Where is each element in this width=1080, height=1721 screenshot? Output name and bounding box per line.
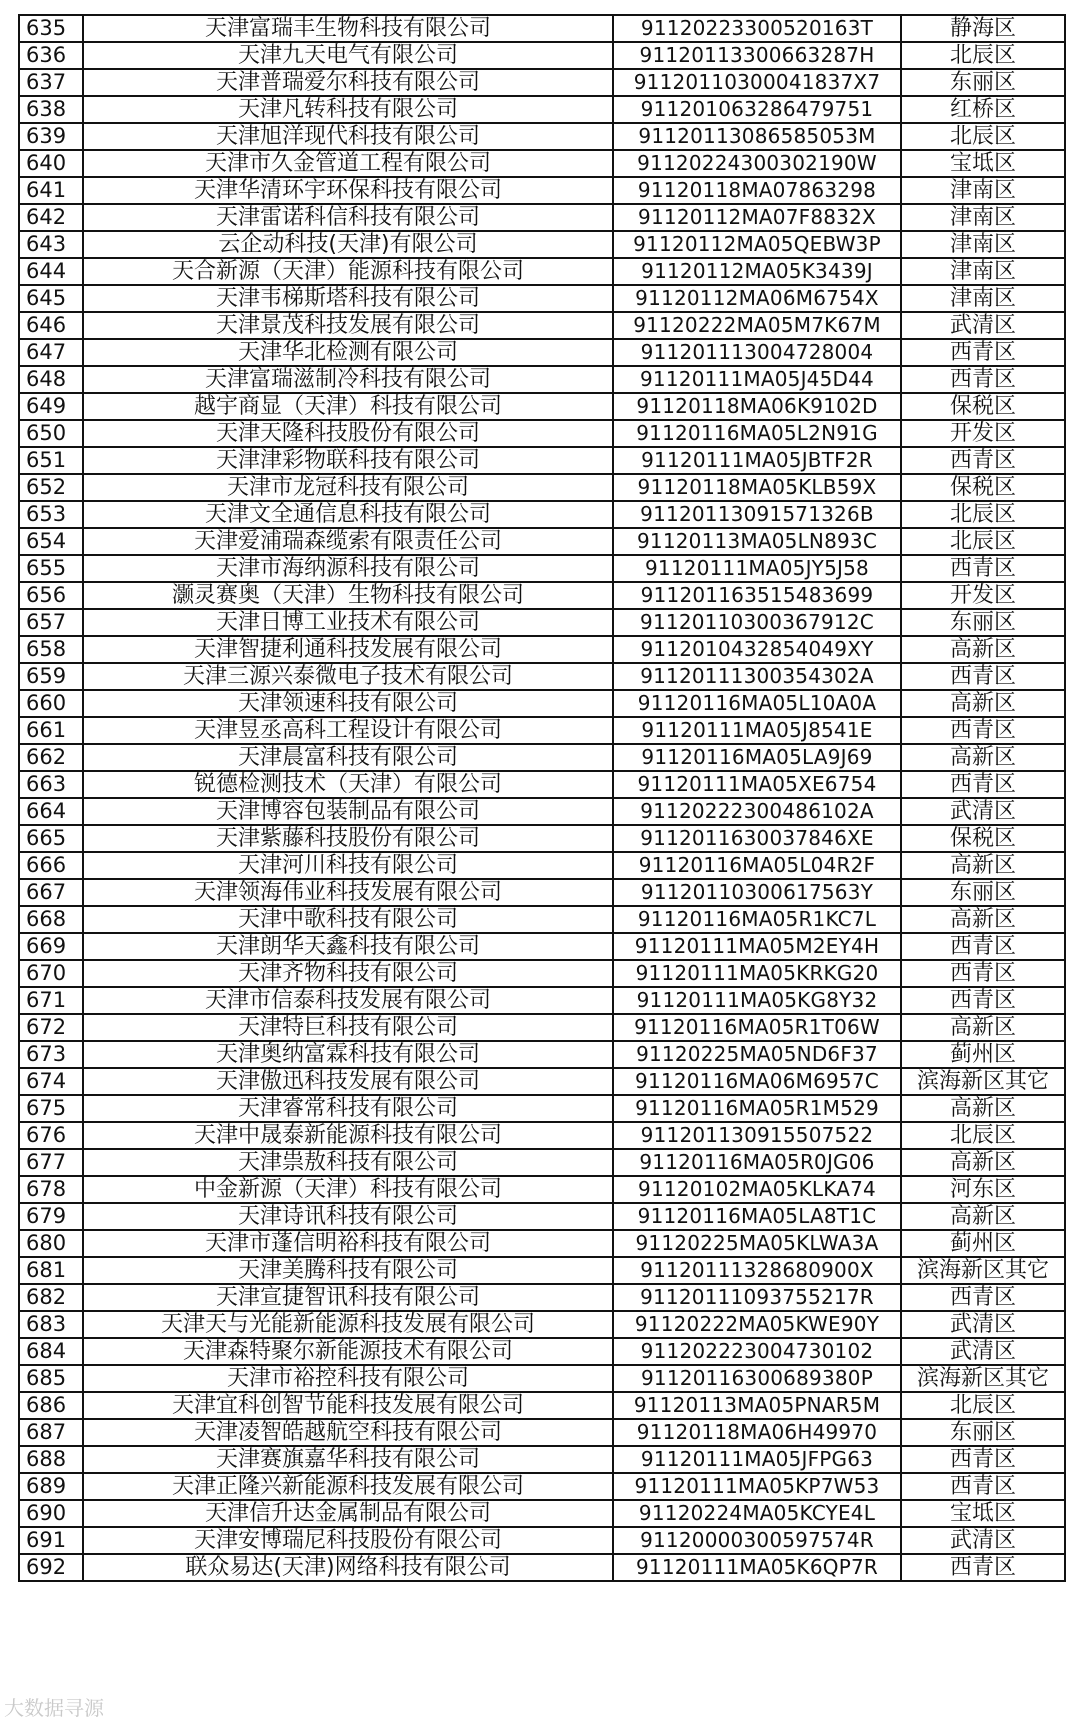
table-row xyxy=(19,609,1065,636)
row-number-cell: 637 xyxy=(19,69,83,96)
row-number-cell: 652 xyxy=(19,474,83,501)
company-name-cell: 天津市龙冠科技有限公司 xyxy=(83,474,613,501)
district-cell: 武清区 xyxy=(901,1311,1065,1338)
company-name-cell: 天津华北检测有限公司 xyxy=(83,339,613,366)
table-row xyxy=(19,528,1065,555)
credit-code-cell: 91120116MA05R1T06W xyxy=(613,1014,901,1041)
credit-code-cell: 91120113300663287H xyxy=(613,42,901,69)
district-cell: 津南区 xyxy=(901,177,1065,204)
company-name-cell: 天津市蓬信明裕科技有限公司 xyxy=(83,1230,613,1257)
credit-code-cell: 91120113MA05PNAR5M xyxy=(613,1392,901,1419)
row-number-cell: 669 xyxy=(19,933,83,960)
table-row xyxy=(19,1473,1065,1500)
company-name-cell: 联众易达(天津)网络科技有限公司 xyxy=(83,1554,613,1581)
row-number-cell: 650 xyxy=(19,420,83,447)
table-row xyxy=(19,1095,1065,1122)
credit-code-cell: 91120102MA05KLKA74 xyxy=(613,1176,901,1203)
district-cell: 西青区 xyxy=(901,663,1065,690)
district-cell: 西青区 xyxy=(901,555,1065,582)
row-number-cell: 655 xyxy=(19,555,83,582)
table-row xyxy=(19,177,1065,204)
company-name-cell: 天津森特聚尔新能源技术有限公司 xyxy=(83,1338,613,1365)
table-row xyxy=(19,987,1065,1014)
credit-code-cell: 91120111MA05KG8Y32 xyxy=(613,987,901,1014)
district-cell: 开发区 xyxy=(901,582,1065,609)
row-number-cell: 653 xyxy=(19,501,83,528)
row-number-cell: 657 xyxy=(19,609,83,636)
watermark: 大数据寻源 xyxy=(4,1696,104,1720)
row-number-cell: 661 xyxy=(19,717,83,744)
credit-code-cell: 91120116MA05LA8T1C xyxy=(613,1203,901,1230)
row-number-cell: 664 xyxy=(19,798,83,825)
row-number-cell: 686 xyxy=(19,1392,83,1419)
company-name-cell: 天津宜科创智节能科技发展有限公司 xyxy=(83,1392,613,1419)
credit-code-cell: 91120222MA05M7K67M xyxy=(613,312,901,339)
row-number-cell: 670 xyxy=(19,960,83,987)
table-row xyxy=(19,69,1065,96)
district-cell: 东丽区 xyxy=(901,1419,1065,1446)
district-cell: 高新区 xyxy=(901,852,1065,879)
table-row xyxy=(19,366,1065,393)
table-row xyxy=(19,258,1065,285)
table-row xyxy=(19,1365,1065,1392)
row-number-cell: 675 xyxy=(19,1095,83,1122)
company-list-sheet xyxy=(18,14,1064,1582)
credit-code-cell: 911201130915507522 xyxy=(613,1122,901,1149)
row-number-cell: 667 xyxy=(19,879,83,906)
district-cell: 北辰区 xyxy=(901,501,1065,528)
table-row xyxy=(19,42,1065,69)
district-cell: 北辰区 xyxy=(901,1392,1065,1419)
district-cell: 北辰区 xyxy=(901,1122,1065,1149)
company-name-cell: 天津诗讯科技有限公司 xyxy=(83,1203,613,1230)
table-row xyxy=(19,501,1065,528)
row-number-cell: 651 xyxy=(19,447,83,474)
credit-code-cell: 91120111MA05JBTF2R xyxy=(613,447,901,474)
company-name-cell: 天津赛旗嘉华科技有限公司 xyxy=(83,1446,613,1473)
district-cell: 保税区 xyxy=(901,474,1065,501)
row-number-cell: 666 xyxy=(19,852,83,879)
table-row xyxy=(19,690,1065,717)
table-row xyxy=(19,420,1065,447)
company-name-cell: 天津普瑞爱尔科技有限公司 xyxy=(83,69,613,96)
credit-code-cell: 91120116MA05L04R2F xyxy=(613,852,901,879)
company-name-cell: 天津晨富科技有限公司 xyxy=(83,744,613,771)
table-row xyxy=(19,15,1065,42)
company-name-cell: 天津天与光能新能源科技发展有限公司 xyxy=(83,1311,613,1338)
company-name-cell: 天合新源（天津）能源科技有限公司 xyxy=(83,258,613,285)
company-name-cell: 天津领速科技有限公司 xyxy=(83,690,613,717)
credit-code-cell: 91120113091571326B xyxy=(613,501,901,528)
row-number-cell: 684 xyxy=(19,1338,83,1365)
company-name-cell: 天津中歌科技有限公司 xyxy=(83,906,613,933)
credit-code-cell: 91120110300617563Y xyxy=(613,879,901,906)
table-row xyxy=(19,285,1065,312)
district-cell: 高新区 xyxy=(901,636,1065,663)
company-name-cell: 天津日博工业技术有限公司 xyxy=(83,609,613,636)
row-number-cell: 659 xyxy=(19,663,83,690)
company-name-cell: 天津富瑞丰生物科技有限公司 xyxy=(83,15,613,42)
company-name-cell: 天津市海纳源科技有限公司 xyxy=(83,555,613,582)
credit-code-cell: 91120116MA05R1M529 xyxy=(613,1095,901,1122)
row-number-cell: 679 xyxy=(19,1203,83,1230)
district-cell: 津南区 xyxy=(901,258,1065,285)
row-number-cell: 660 xyxy=(19,690,83,717)
credit-code-cell: 91120116MA05LA9J69 xyxy=(613,744,901,771)
district-cell: 蓟州区 xyxy=(901,1041,1065,1068)
table-row xyxy=(19,879,1065,906)
company-name-cell: 天津津彩物联科技有限公司 xyxy=(83,447,613,474)
district-cell: 滨海新区其它 xyxy=(901,1257,1065,1284)
district-cell: 西青区 xyxy=(901,1284,1065,1311)
table-row xyxy=(19,1527,1065,1554)
credit-code-cell: 91120116300689380P xyxy=(613,1365,901,1392)
company-table-body xyxy=(19,15,1065,1581)
table-row xyxy=(19,825,1065,852)
company-table xyxy=(18,14,1066,1582)
company-name-cell: 天津领海伟业科技发展有限公司 xyxy=(83,879,613,906)
credit-code-cell: 91120111MA05XE6754 xyxy=(613,771,901,798)
district-cell: 高新区 xyxy=(901,690,1065,717)
credit-code-cell: 91120224MA05KCYE4L xyxy=(613,1500,901,1527)
row-number-cell: 646 xyxy=(19,312,83,339)
credit-code-cell: 91120112MA05QEBW3P xyxy=(613,231,901,258)
row-number-cell: 645 xyxy=(19,285,83,312)
table-row xyxy=(19,447,1065,474)
company-name-cell: 天津中晟泰新能源科技有限公司 xyxy=(83,1122,613,1149)
credit-code-cell: 91120111MA05JY5J58 xyxy=(613,555,901,582)
credit-code-cell: 91120110300041837X7 xyxy=(613,69,901,96)
row-number-cell: 647 xyxy=(19,339,83,366)
table-row xyxy=(19,717,1065,744)
table-row xyxy=(19,555,1065,582)
company-name-cell: 天津市裕控科技有限公司 xyxy=(83,1365,613,1392)
district-cell: 西青区 xyxy=(901,933,1065,960)
row-number-cell: 635 xyxy=(19,15,83,42)
company-name-cell: 锐德检测技术（天津）有限公司 xyxy=(83,771,613,798)
credit-code-cell: 91120118MA05KLB59X xyxy=(613,474,901,501)
district-cell: 西青区 xyxy=(901,771,1065,798)
row-number-cell: 649 xyxy=(19,393,83,420)
district-cell: 宝坻区 xyxy=(901,150,1065,177)
company-name-cell: 灏灵赛奥（天津）生物科技有限公司 xyxy=(83,582,613,609)
credit-code-cell: 91120111MA05K6QP7R xyxy=(613,1554,901,1581)
credit-code-cell: 91120223300520163T xyxy=(613,15,901,42)
credit-code-cell: 91120111300354302A xyxy=(613,663,901,690)
row-number-cell: 654 xyxy=(19,528,83,555)
company-name-cell: 天津雷诺科信科技有限公司 xyxy=(83,204,613,231)
credit-code-cell: 91120112MA05K3439J xyxy=(613,258,901,285)
company-name-cell: 天津凡转科技有限公司 xyxy=(83,96,613,123)
table-row xyxy=(19,204,1065,231)
table-row xyxy=(19,744,1065,771)
table-row xyxy=(19,1230,1065,1257)
district-cell: 东丽区 xyxy=(901,609,1065,636)
credit-code-cell: 91120111MA05J45D44 xyxy=(613,366,901,393)
company-name-cell: 天津韦梯斯塔科技有限公司 xyxy=(83,285,613,312)
credit-code-cell: 9112011630037846XE xyxy=(613,825,901,852)
table-row xyxy=(19,1149,1065,1176)
credit-code-cell: 9112010432854049XY xyxy=(613,636,901,663)
table-row xyxy=(19,1284,1065,1311)
company-name-cell: 天津河川科技有限公司 xyxy=(83,852,613,879)
company-name-cell: 天津安博瑞尼科技股份有限公司 xyxy=(83,1527,613,1554)
row-number-cell: 648 xyxy=(19,366,83,393)
row-number-cell: 665 xyxy=(19,825,83,852)
table-row xyxy=(19,1554,1065,1581)
row-number-cell: 642 xyxy=(19,204,83,231)
row-number-cell: 673 xyxy=(19,1041,83,1068)
district-cell: 西青区 xyxy=(901,339,1065,366)
table-row xyxy=(19,1203,1065,1230)
company-name-cell: 天津智捷利通科技发展有限公司 xyxy=(83,636,613,663)
credit-code-cell: 91120116MA05L10A0A xyxy=(613,690,901,717)
district-cell: 高新区 xyxy=(901,1203,1065,1230)
credit-code-cell: 91120112MA06M6754X xyxy=(613,285,901,312)
table-row xyxy=(19,312,1065,339)
table-row xyxy=(19,1257,1065,1284)
company-name-cell: 天津文全通信息科技有限公司 xyxy=(83,501,613,528)
district-cell: 滨海新区其它 xyxy=(901,1365,1065,1392)
credit-code-cell: 91120116MA05R1KC7L xyxy=(613,906,901,933)
district-cell: 保税区 xyxy=(901,825,1065,852)
district-cell: 北辰区 xyxy=(901,42,1065,69)
district-cell: 高新区 xyxy=(901,1095,1065,1122)
credit-code-cell: 91120111MA05J8541E xyxy=(613,717,901,744)
table-row xyxy=(19,123,1065,150)
credit-code-cell: 91120116MA05R0JG06 xyxy=(613,1149,901,1176)
table-row xyxy=(19,150,1065,177)
credit-code-cell: 91120111093755217R xyxy=(613,1284,901,1311)
table-row xyxy=(19,1041,1065,1068)
table-row xyxy=(19,339,1065,366)
district-cell: 西青区 xyxy=(901,447,1065,474)
company-name-cell: 天津宣捷智讯科技有限公司 xyxy=(83,1284,613,1311)
district-cell: 高新区 xyxy=(901,906,1065,933)
district-cell: 西青区 xyxy=(901,717,1065,744)
credit-code-cell: 91120111MA05M2EY4H xyxy=(613,933,901,960)
table-row xyxy=(19,1014,1065,1041)
company-name-cell: 天津三源兴泰微电子技术有限公司 xyxy=(83,663,613,690)
credit-code-cell: 91120222MA05KWE90Y xyxy=(613,1311,901,1338)
credit-code-cell: 91120111MA05KRKG20 xyxy=(613,960,901,987)
company-name-cell: 天津正隆兴新能源科技发展有限公司 xyxy=(83,1473,613,1500)
table-row xyxy=(19,636,1065,663)
credit-code-cell: 91120113086585053M xyxy=(613,123,901,150)
credit-code-cell: 91120118MA07863298 xyxy=(613,177,901,204)
company-name-cell: 天津凌智皓越航空科技有限公司 xyxy=(83,1419,613,1446)
company-name-cell: 天津傲迅科技发展有限公司 xyxy=(83,1068,613,1095)
row-number-cell: 680 xyxy=(19,1230,83,1257)
company-name-cell: 天津市久金管道工程有限公司 xyxy=(83,150,613,177)
table-row xyxy=(19,1446,1065,1473)
district-cell: 红桥区 xyxy=(901,96,1065,123)
row-number-cell: 677 xyxy=(19,1149,83,1176)
company-name-cell: 云企动科技(天津)有限公司 xyxy=(83,231,613,258)
table-row xyxy=(19,798,1065,825)
row-number-cell: 687 xyxy=(19,1419,83,1446)
district-cell: 武清区 xyxy=(901,1338,1065,1365)
row-number-cell: 636 xyxy=(19,42,83,69)
table-row xyxy=(19,906,1065,933)
row-number-cell: 691 xyxy=(19,1527,83,1554)
row-number-cell: 662 xyxy=(19,744,83,771)
row-number-cell: 668 xyxy=(19,906,83,933)
company-name-cell: 天津旭洋现代科技有限公司 xyxy=(83,123,613,150)
credit-code-cell: 91120113MA05LN893C xyxy=(613,528,901,555)
table-row xyxy=(19,1068,1065,1095)
table-row xyxy=(19,852,1065,879)
district-cell: 高新区 xyxy=(901,1014,1065,1041)
district-cell: 静海区 xyxy=(901,15,1065,42)
row-number-cell: 658 xyxy=(19,636,83,663)
company-name-cell: 天津奥纳富霖科技有限公司 xyxy=(83,1041,613,1068)
district-cell: 蓟州区 xyxy=(901,1230,1065,1257)
company-name-cell: 天津齐物科技有限公司 xyxy=(83,960,613,987)
credit-code-cell: 91120110300367912C xyxy=(613,609,901,636)
credit-code-cell: 91120112MA07F8832X xyxy=(613,204,901,231)
district-cell: 东丽区 xyxy=(901,69,1065,96)
table-row xyxy=(19,1500,1065,1527)
credit-code-cell: 91120118MA06H49970 xyxy=(613,1419,901,1446)
table-row xyxy=(19,1311,1065,1338)
district-cell: 西青区 xyxy=(901,1446,1065,1473)
row-number-cell: 643 xyxy=(19,231,83,258)
table-row xyxy=(19,933,1065,960)
district-cell: 西青区 xyxy=(901,960,1065,987)
district-cell: 滨海新区其它 xyxy=(901,1068,1065,1095)
row-number-cell: 689 xyxy=(19,1473,83,1500)
company-name-cell: 天津天隆科技股份有限公司 xyxy=(83,420,613,447)
row-number-cell: 671 xyxy=(19,987,83,1014)
row-number-cell: 644 xyxy=(19,258,83,285)
district-cell: 西青区 xyxy=(901,366,1065,393)
credit-code-cell: 91120116MA06M6957C xyxy=(613,1068,901,1095)
table-row xyxy=(19,474,1065,501)
company-name-cell: 中金新源（天津）科技有限公司 xyxy=(83,1176,613,1203)
row-number-cell: 641 xyxy=(19,177,83,204)
company-name-cell: 天津博容包装制品有限公司 xyxy=(83,798,613,825)
credit-code-cell: 91120225MA05KLWA3A xyxy=(613,1230,901,1257)
company-name-cell: 天津朗华天鑫科技有限公司 xyxy=(83,933,613,960)
row-number-cell: 656 xyxy=(19,582,83,609)
district-cell: 北辰区 xyxy=(901,528,1065,555)
company-name-cell: 天津祟敖科技有限公司 xyxy=(83,1149,613,1176)
company-name-cell: 天津昱丞高科工程设计有限公司 xyxy=(83,717,613,744)
row-number-cell: 690 xyxy=(19,1500,83,1527)
company-name-cell: 天津市信泰科技发展有限公司 xyxy=(83,987,613,1014)
district-cell: 北辰区 xyxy=(901,123,1065,150)
credit-code-cell: 911202223004730102 xyxy=(613,1338,901,1365)
row-number-cell: 676 xyxy=(19,1122,83,1149)
company-name-cell: 天津紫藤科技股份有限公司 xyxy=(83,825,613,852)
credit-code-cell: 91120224300302190W xyxy=(613,150,901,177)
row-number-cell: 681 xyxy=(19,1257,83,1284)
company-name-cell: 天津特巨科技有限公司 xyxy=(83,1014,613,1041)
company-name-cell: 天津爱浦瑞森缆索有限责任公司 xyxy=(83,528,613,555)
row-number-cell: 682 xyxy=(19,1284,83,1311)
district-cell: 保税区 xyxy=(901,393,1065,420)
table-row xyxy=(19,1419,1065,1446)
district-cell: 津南区 xyxy=(901,285,1065,312)
credit-code-cell: 91120116MA05L2N91G xyxy=(613,420,901,447)
table-row xyxy=(19,663,1065,690)
row-number-cell: 683 xyxy=(19,1311,83,1338)
district-cell: 开发区 xyxy=(901,420,1065,447)
district-cell: 津南区 xyxy=(901,204,1065,231)
company-name-cell: 天津华清环宇环保科技有限公司 xyxy=(83,177,613,204)
row-number-cell: 674 xyxy=(19,1068,83,1095)
table-row xyxy=(19,1176,1065,1203)
credit-code-cell: 91120111328680900X xyxy=(613,1257,901,1284)
company-name-cell: 天津睿常科技有限公司 xyxy=(83,1095,613,1122)
district-cell: 高新区 xyxy=(901,744,1065,771)
district-cell: 高新区 xyxy=(901,1149,1065,1176)
table-row xyxy=(19,1338,1065,1365)
table-row xyxy=(19,582,1065,609)
company-name-cell: 越宇商显（天津）科技有限公司 xyxy=(83,393,613,420)
table-row xyxy=(19,1392,1065,1419)
row-number-cell: 672 xyxy=(19,1014,83,1041)
row-number-cell: 663 xyxy=(19,771,83,798)
district-cell: 西青区 xyxy=(901,987,1065,1014)
district-cell: 东丽区 xyxy=(901,879,1065,906)
table-row xyxy=(19,231,1065,258)
table-row xyxy=(19,96,1065,123)
credit-code-cell: 911201063286479751 xyxy=(613,96,901,123)
table-row xyxy=(19,960,1065,987)
table-row xyxy=(19,393,1065,420)
district-cell: 西青区 xyxy=(901,1473,1065,1500)
row-number-cell: 692 xyxy=(19,1554,83,1581)
district-cell: 河东区 xyxy=(901,1176,1065,1203)
credit-code-cell: 91120118MA06K9102D xyxy=(613,393,901,420)
district-cell: 宝坻区 xyxy=(901,1500,1065,1527)
company-name-cell: 天津信升达金属制品有限公司 xyxy=(83,1500,613,1527)
company-name-cell: 天津富瑞滋制冷科技有限公司 xyxy=(83,366,613,393)
credit-code-cell: 91120111MA05JFPG63 xyxy=(613,1446,901,1473)
company-name-cell: 天津景茂科技发展有限公司 xyxy=(83,312,613,339)
row-number-cell: 685 xyxy=(19,1365,83,1392)
credit-code-cell: 91120222300486102A xyxy=(613,798,901,825)
table-row xyxy=(19,771,1065,798)
company-name-cell: 天津九天电气有限公司 xyxy=(83,42,613,69)
row-number-cell: 640 xyxy=(19,150,83,177)
district-cell: 武清区 xyxy=(901,1527,1065,1554)
district-cell: 津南区 xyxy=(901,231,1065,258)
row-number-cell: 678 xyxy=(19,1176,83,1203)
row-number-cell: 688 xyxy=(19,1446,83,1473)
company-name-cell: 天津美腾科技有限公司 xyxy=(83,1257,613,1284)
district-cell: 武清区 xyxy=(901,798,1065,825)
credit-code-cell: 91120000300597574R xyxy=(613,1527,901,1554)
credit-code-cell: 911201163515483699 xyxy=(613,582,901,609)
credit-code-cell: 91120111MA05KP7W53 xyxy=(613,1473,901,1500)
district-cell: 武清区 xyxy=(901,312,1065,339)
table-row xyxy=(19,1122,1065,1149)
district-cell: 西青区 xyxy=(901,1554,1065,1581)
credit-code-cell: 91120225MA05ND6F37 xyxy=(613,1041,901,1068)
row-number-cell: 638 xyxy=(19,96,83,123)
credit-code-cell: 911201113004728004 xyxy=(613,339,901,366)
row-number-cell: 639 xyxy=(19,123,83,150)
